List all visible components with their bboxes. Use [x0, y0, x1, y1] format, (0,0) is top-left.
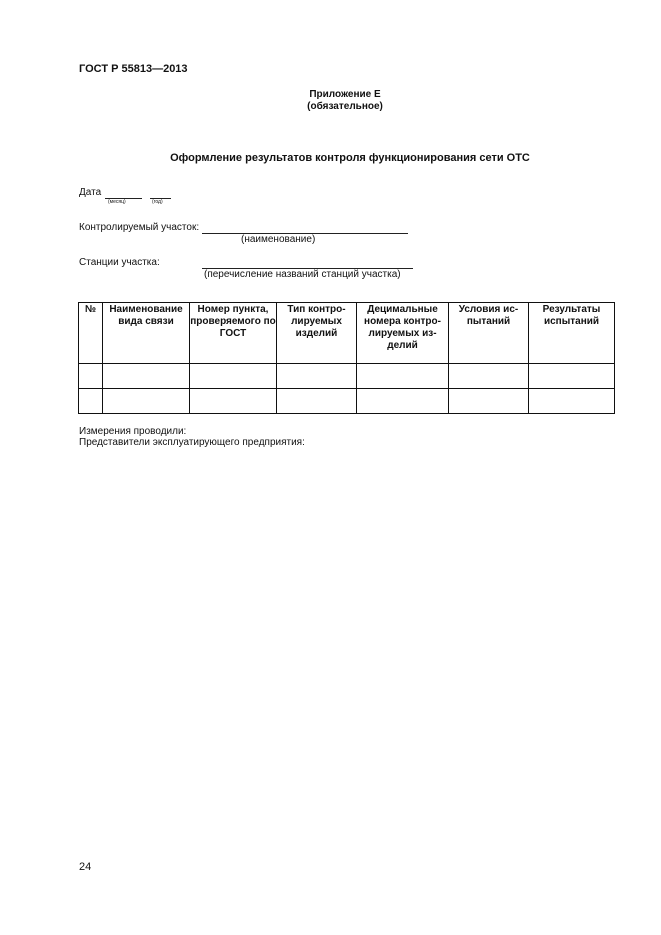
table-cell [529, 389, 615, 414]
column-header: Децимальные номера контро-лируемых из-делий [357, 303, 449, 364]
table-cell [449, 364, 529, 389]
table-cell [529, 364, 615, 389]
date-month-caption: (месяц) [108, 199, 126, 205]
stations-label: Станции участка: [79, 257, 160, 268]
date-year-caption: (год) [152, 199, 163, 205]
table-row [79, 389, 615, 414]
table-cell [79, 389, 103, 414]
document-title: Оформление результатов контроля функционирования сети ОТС [170, 152, 530, 164]
column-header: № [79, 303, 103, 364]
column-header: Наименование вида связи [103, 303, 190, 364]
table-cell [277, 364, 357, 389]
table-cell [277, 389, 357, 414]
representatives-label: Представители эксплуатирующего предприятия: [79, 437, 305, 448]
table-cell [449, 389, 529, 414]
table-cell [103, 364, 190, 389]
table-cell [190, 389, 277, 414]
table-cell [103, 389, 190, 414]
column-header: Номер пункта, проверяемого по ГОСТ [190, 303, 277, 364]
document-header: ГОСТ Р 55813—2013 [79, 63, 188, 75]
column-header: Результаты испытаний [529, 303, 615, 364]
section-caption: (наименование) [241, 234, 316, 245]
table-header-row [79, 303, 615, 364]
section-label: Контролируемый участок: [79, 222, 200, 233]
measured-by-label: Измерения проводили: [79, 426, 187, 437]
column-header: Условия ис-пытаний [449, 303, 529, 364]
appendix-title: Приложение Е [309, 89, 381, 100]
date-label: Дата [79, 187, 102, 198]
results-table [78, 302, 615, 414]
table-cell [79, 364, 103, 389]
table-cell [357, 364, 449, 389]
table-cell [190, 364, 277, 389]
page-number: 24 [79, 861, 92, 873]
column-header: Тип контро-лируемых изделий [277, 303, 357, 364]
table-cell [357, 389, 449, 414]
appendix-note: (обязательное) [307, 101, 383, 112]
table-row [79, 364, 615, 389]
stations-caption: (перечисление названий станций участка) [204, 269, 401, 280]
